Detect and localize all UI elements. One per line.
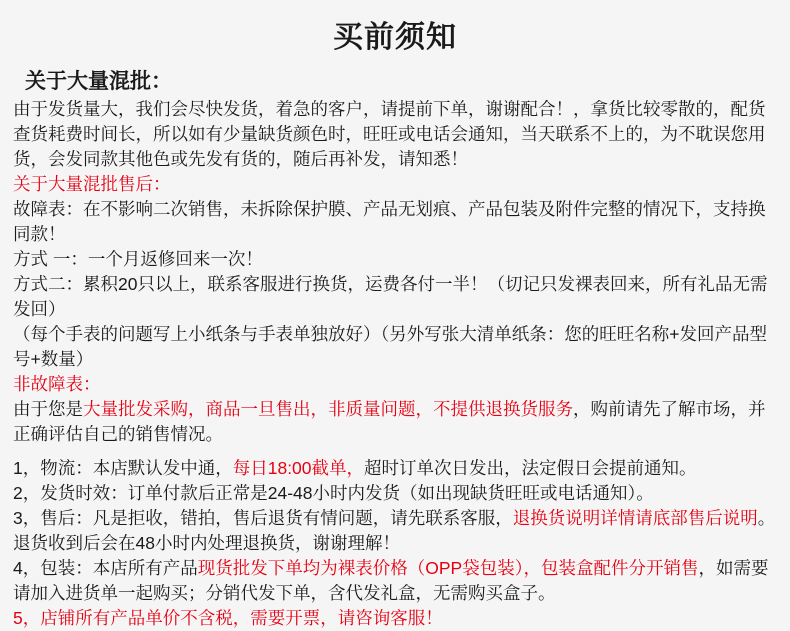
method-two-line: 方式二：累积20只以上，联系客服进行换货，运费各付一半！（切记只发裸表回来，所有礼品无需发回） <box>13 274 768 319</box>
bulk-intro-paragraph: 由于发货量大，我们会尽快发货，着急的客户，请提前下单，谢谢配合！，拿货比较零散的，配货查货耗费时间长，所以如有少量缺货颜色时，旺旺或电话会通知，当天联系不上的，为不耽误您用货，会发同款其他色或先发有货的，随后再补发，请知悉！ <box>13 99 766 169</box>
text-segment: 。退货收到后会在48小时内处理退换货，谢谢理解！ <box>13 508 776 553</box>
notice-page <box>0 20 790 628</box>
text-segment: 3，售后：凡是拒收，错拍，售后退货有情问题，请先联系客服， <box>13 508 513 528</box>
fault-watch-line: 故障表：在不影响二次销售，未拆除保护膜、产品无划痕、产品包装及附件完整的情况下，支持换同款！ <box>13 199 766 244</box>
page-title: 买前须知 <box>333 21 457 54</box>
note-item-logistics <box>13 456 777 481</box>
text-segment-red: 大量批发采购，商品一旦售出，非质量问题，不提供退换货服务 <box>83 399 573 419</box>
text-segment-red: 每日18:00截单， <box>232 458 365 478</box>
non-fault-heading: 非故障表： <box>13 374 101 394</box>
text-segment: ，如需要请加入进货单一起购买；分销代发下单，含代发礼盒，无需购买盒子。 <box>13 558 769 603</box>
method-one-line: 方式 一：一个月返修回来一次！ <box>13 249 263 269</box>
note-item-delivery: 2，发货时效：订单付款后正常是24-48小时内发货（如出现缺货旺旺或电话通知）。 <box>13 483 654 503</box>
text-segment-red: 退换货说明详情请底部售后说明 <box>512 508 758 528</box>
after-sale-heading: 关于大量混批售后： <box>13 174 171 194</box>
text-segment: 超时订单次日发出，法定假日会提前通知。 <box>364 458 697 478</box>
bulk-section-heading: 关于大量混批： <box>25 70 172 93</box>
note-item-tax: 5，店铺所有产品单价不含税，需要开票，请咨询客服！ <box>13 608 443 628</box>
text-segment: ，购前请先了解市场，并正确评估自己的销售情况。 <box>13 399 766 444</box>
notes-list <box>13 456 777 631</box>
text-segment: 4，包装：本店所有产品 <box>13 558 198 578</box>
text-segment: 由于您是 <box>13 399 83 419</box>
note-item-packaging <box>13 556 777 606</box>
note-item-after-sale <box>13 506 777 556</box>
paper-note-line: （每个手表的问题写上小纸条与手表单独放好）（另外写张大清单纸条：您的旺旺名称+发回产品型号+数量） <box>13 324 767 369</box>
text-segment-red: 现货批发下单均为裸表价格（OPP袋包装），包装盒配件分开销售 <box>197 558 699 578</box>
non-fault-paragraph <box>13 397 777 447</box>
text-segment: 1，物流：本店默认发中通， <box>13 458 233 478</box>
